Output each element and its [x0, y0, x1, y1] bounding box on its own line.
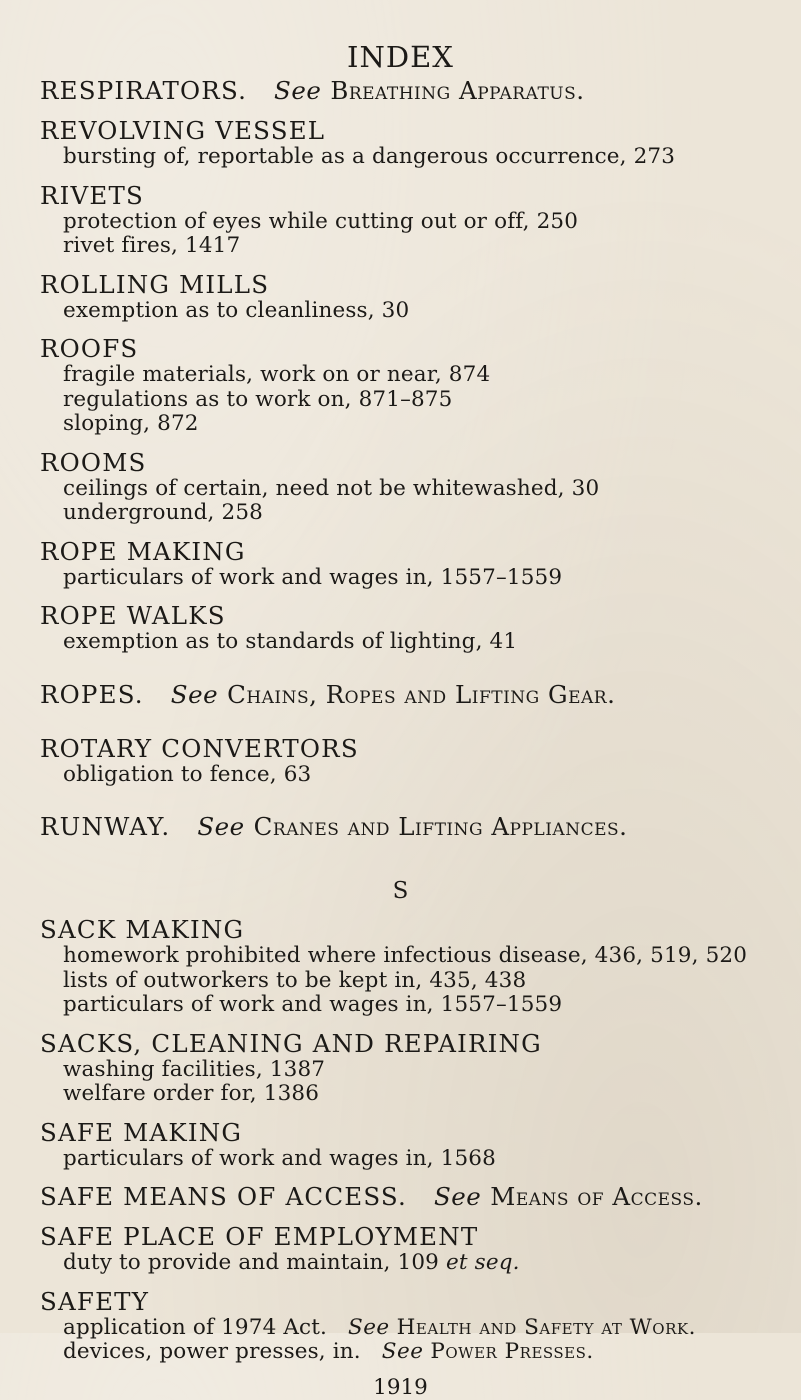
subentry [63, 1340, 795, 1365]
subentry [63, 1251, 795, 1276]
index-entry-roofs [40, 334, 795, 437]
entry-term: ROOMS [40, 447, 147, 477]
entry-term: ROTARY CONVERTORS [40, 733, 359, 763]
entry-subentries [63, 1147, 795, 1172]
entry-term: REVOLVING VESSEL [40, 116, 326, 145]
subentry-text: application of 1974 Act. [63, 1314, 328, 1340]
index-entry-safety [40, 1287, 795, 1365]
see-label: See [197, 812, 245, 841]
subentry-text: duty to provide and maintain, 109 [63, 1250, 446, 1275]
index-entry-rooms [40, 448, 795, 526]
see-target: Health and Safety at Work. [396, 1314, 696, 1340]
entry-term: RUNWAY. [40, 812, 171, 841]
entry-term: SACK MAKING [40, 915, 245, 944]
entry-subentries [63, 630, 795, 655]
section-letter: S [392, 878, 409, 904]
subentry: rivet fires, 1417 [63, 233, 241, 258]
index-entry-safe-means-of-access [40, 1182, 795, 1211]
entry-term: SAFE MAKING [40, 1117, 243, 1147]
entry-subentries [63, 566, 795, 591]
index-entry-rotary-convertors [40, 734, 795, 788]
subentry: regulations as to work on, 871–875 [63, 386, 453, 412]
entry-term: SAFE MEANS OF ACCESS. [40, 1182, 408, 1211]
entry-subentries [63, 1251, 795, 1276]
see-target: Chains, Ropes and Lifting Gear. [227, 679, 616, 709]
entry-heading [40, 76, 795, 105]
see-target: Breathing Apparatus. [330, 76, 585, 105]
entry-term: ROPE WALKS [40, 601, 226, 630]
subentry: homework prohibited where infectious disease, 436, 519, 520 [63, 943, 748, 968]
subentry: sloping, 872 [63, 411, 199, 436]
see-target: Cranes and Lifting Appliances. [253, 812, 628, 841]
subentry: particulars of work and wages in, 1557–1559 [63, 564, 563, 590]
entry-subentries [63, 477, 795, 526]
see-target: Means of Access. [490, 1182, 703, 1211]
page-header: INDEX [347, 40, 454, 74]
subentry: welfare order for, 1386 [63, 1081, 320, 1106]
entry-term: ROPES. [40, 679, 144, 709]
index-entry-runway [40, 812, 795, 841]
entry-term: SAFETY [40, 1286, 150, 1316]
subentry: lists of outworkers to be kept in, 435, 438 [63, 967, 527, 993]
subentry: fragile materials, work on or near, 874 [63, 362, 491, 387]
subentry: bursting of, reportable as a dangerous occurrence, 273 [63, 144, 676, 169]
subentry [63, 1316, 795, 1341]
see-label: See [381, 1339, 424, 1364]
entry-subentries [63, 299, 795, 324]
index-entry-revolving-vessel [40, 116, 795, 170]
index-entry-ropes [40, 680, 795, 709]
entry-term: RIVETS [40, 180, 145, 210]
entry-heading [40, 680, 795, 709]
index-entry-respirators [40, 76, 795, 105]
see-target: Power Presses. [430, 1339, 594, 1364]
subentry: exemption as to standards of lighting, 41 [63, 629, 518, 654]
entry-term: SAFE PLACE OF EMPLOYMENT [40, 1222, 479, 1251]
entry-subentries [63, 1316, 795, 1365]
entry-subentries [63, 210, 795, 259]
subentry-et-seq: et seq. [446, 1250, 520, 1275]
entry-heading [40, 1182, 795, 1211]
entry-term: SACKS, CLEANING AND REPAIRING [40, 1028, 542, 1058]
entry-term: ROPE MAKING [40, 536, 246, 566]
entry-subentries [63, 944, 795, 1018]
see-label: See [433, 1182, 482, 1211]
subentry: underground, 258 [63, 500, 264, 525]
see-label: See [347, 1314, 390, 1340]
index-entries [40, 76, 795, 1400]
page-number: 1919 [373, 1374, 428, 1400]
entry-term: RESPIRATORS. [40, 76, 248, 105]
see-label: See [170, 679, 219, 709]
entry-heading [40, 812, 795, 841]
index-entry-rope-walks [40, 601, 795, 655]
entry-subentries [63, 1058, 795, 1107]
subentry: particulars of work and wages in, 1557–1559 [63, 992, 563, 1017]
index-entry-sack-making [40, 915, 795, 1018]
index-entry-rivets [40, 181, 795, 259]
index-entry-safe-place-of-employment [40, 1222, 795, 1276]
subentry: washing facilities, 1387 [63, 1056, 326, 1082]
subentry: exemption as to cleanliness, 30 [63, 297, 410, 323]
index-entry-safe-making [40, 1118, 795, 1172]
entry-subentries [63, 763, 795, 788]
subentry: obligation to fence, 63 [63, 761, 312, 787]
subentry: particulars of work and wages in, 1568 [63, 1145, 496, 1171]
see-label: See [274, 76, 322, 105]
entry-term: ROLLING MILLS [40, 269, 270, 299]
index-entry-rolling-mills [40, 270, 795, 324]
entry-subentries [63, 145, 795, 170]
entry-term: ROOFS [40, 334, 139, 363]
subentry-text: devices, power presses, in. [63, 1339, 361, 1364]
subentry: ceilings of certain, need not be whitewashed, 30 [63, 475, 600, 501]
subentry: protection of eyes while cutting out or off, 250 [63, 208, 579, 234]
index-entry-rope-making [40, 537, 795, 591]
index-entry-sacks-cleaning [40, 1029, 795, 1107]
entry-subentries [63, 363, 795, 437]
